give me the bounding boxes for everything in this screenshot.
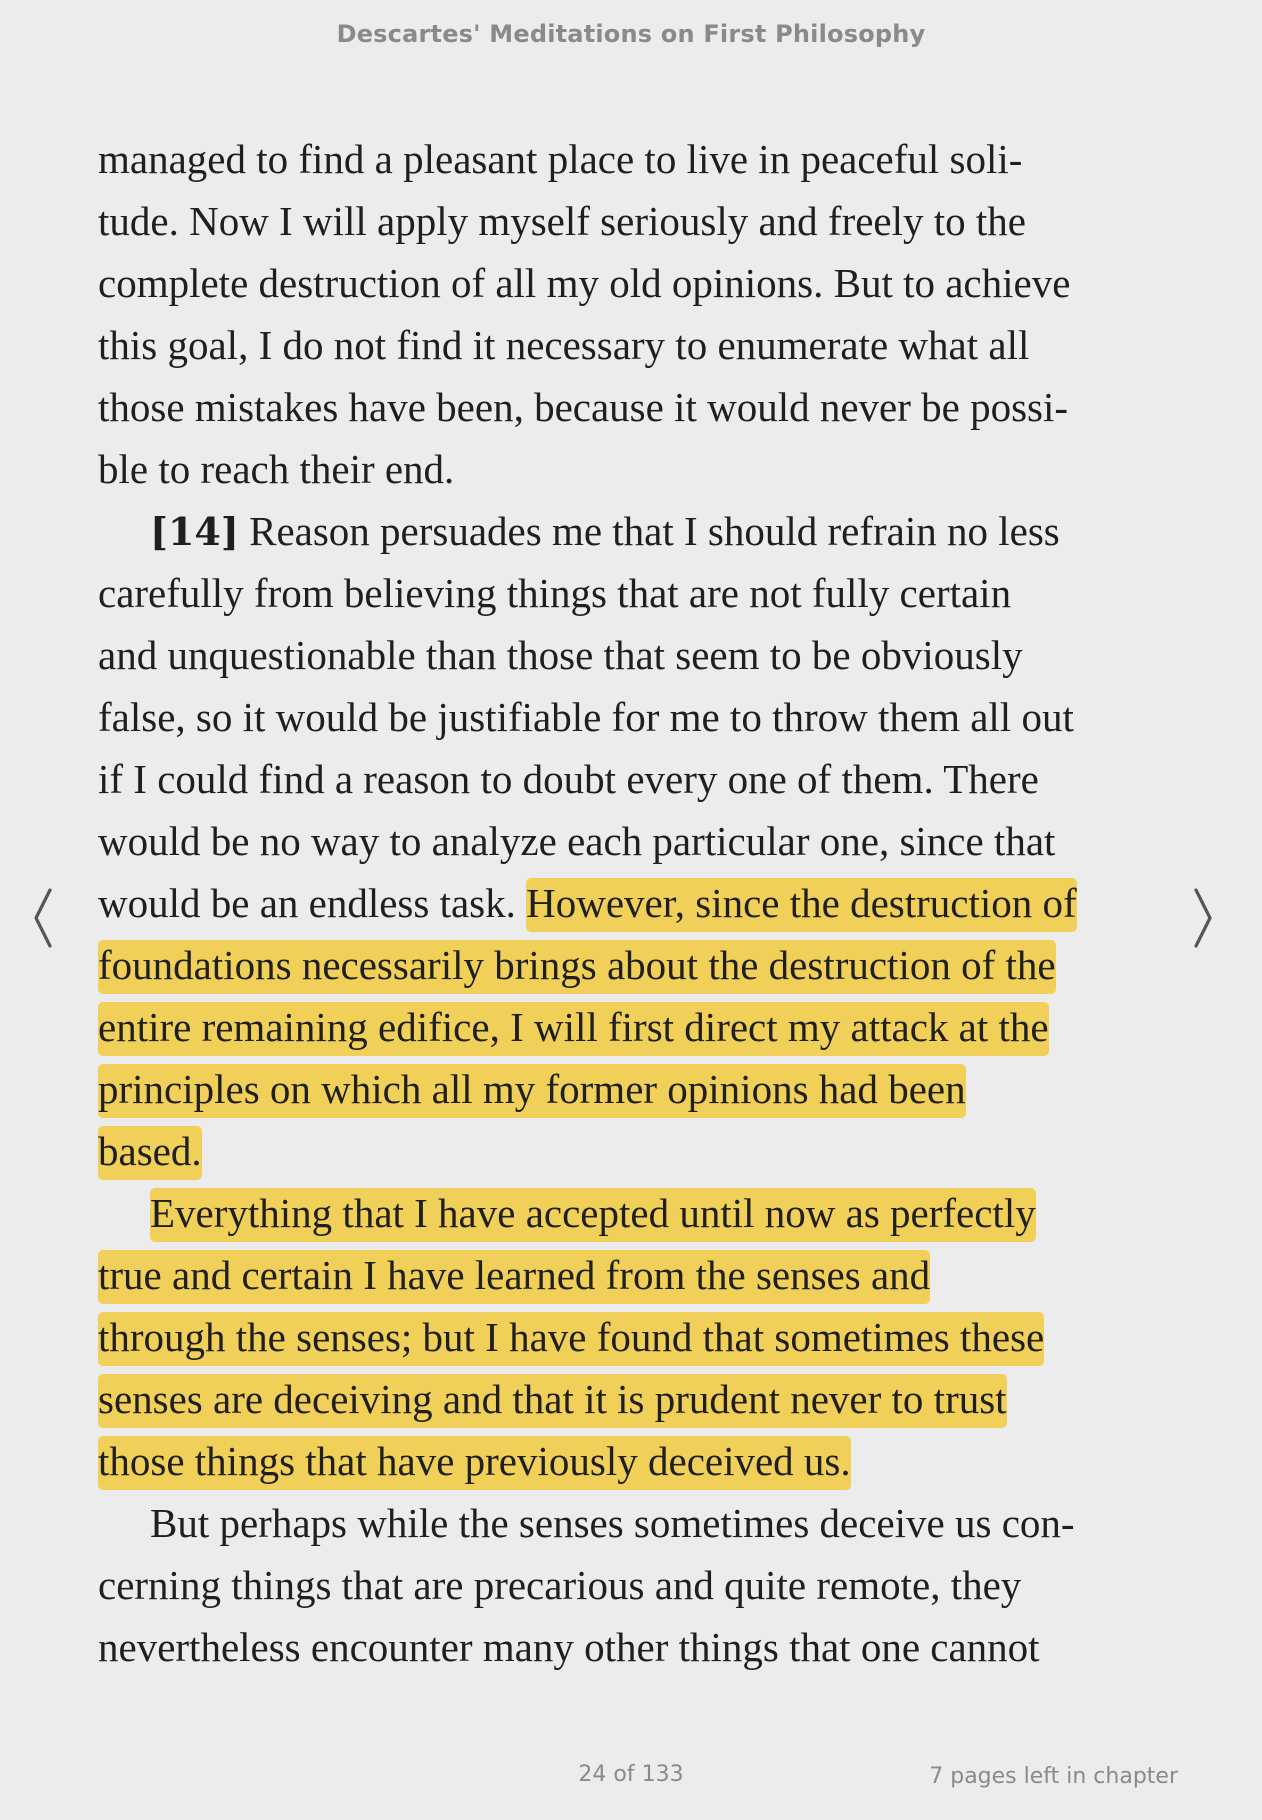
book-title: Descartes' Meditations on First Philosophy	[336, 20, 926, 48]
paragraph-number: [14]	[150, 509, 239, 554]
page-text	[98, 128, 1178, 1678]
text-line	[98, 500, 1178, 562]
text-line: false, so it would be justifiable for me to throw them all out	[98, 694, 1074, 740]
highlighted-text[interactable]: entire remaining edifice, I will first direct my attack at the	[98, 1002, 1049, 1056]
text-line: tude. Now I will apply myself seriously and freely to the	[98, 198, 1026, 244]
text-line: carefully from believing things that are not fully certain	[98, 570, 1012, 616]
text-line: ble to reach their end.	[98, 446, 455, 492]
text-line: those mistakes have been, because it would never be possi-	[98, 384, 1069, 430]
text-line	[98, 1120, 1178, 1182]
text-line	[98, 934, 1178, 996]
highlighted-text[interactable]: through the senses; but I have found that sometimes these	[98, 1312, 1044, 1366]
text-line	[98, 1058, 1178, 1120]
text-line	[98, 1244, 1178, 1306]
highlighted-text[interactable]: However, since the destruction of	[526, 878, 1077, 932]
text-line: and unquestionable than those that seem to be obviously	[98, 632, 1023, 678]
text-line	[98, 996, 1178, 1058]
highlighted-text[interactable]: true and certain I have learned from the senses and	[98, 1250, 930, 1304]
highlighted-text[interactable]: senses are deceiving and that it is prudent never to trust	[98, 1374, 1007, 1428]
highlighted-text[interactable]: those things that have previously deceived us.	[98, 1436, 851, 1490]
pages-left-in-chapter: 7 pages left in chapter	[929, 1764, 1178, 1789]
highlighted-text[interactable]: principles on which all my former opinions had been	[98, 1064, 966, 1118]
text-line	[98, 872, 1178, 934]
next-page-button[interactable]	[1178, 878, 1228, 958]
chevron-right-icon	[1188, 886, 1218, 950]
text-line	[98, 1182, 1178, 1244]
text-segment: would be an endless task.	[98, 880, 527, 926]
text-line	[98, 1368, 1178, 1430]
text-line: cerning things that are precarious and quite remote, they	[98, 1562, 1022, 1608]
text-line: nevertheless encounter many other things that one cannot	[98, 1624, 1040, 1670]
text-line: But perhaps while the senses sometimes deceive us con-	[150, 1500, 1075, 1546]
text-line	[98, 1430, 1178, 1492]
text-line: complete destruction of all my old opinions. But to achieve	[98, 260, 1071, 306]
text-line: if I could find a reason to doubt every one of them. There	[98, 756, 1039, 802]
page-number: 24 of 133	[578, 1762, 684, 1787]
previous-page-button[interactable]	[18, 878, 68, 958]
chevron-left-icon	[28, 886, 58, 950]
text-line: managed to find a pleasant place to live in peaceful soli-	[98, 136, 1023, 182]
text-line: this goal, I do not find it necessary to enumerate what all	[98, 322, 1030, 368]
highlighted-text[interactable]: Everything that I have accepted until now as perfectly	[150, 1188, 1036, 1242]
text-line	[98, 1306, 1178, 1368]
highlighted-text[interactable]: based.	[98, 1126, 202, 1180]
text-line: would be no way to analyze each particular one, since that	[98, 818, 1056, 864]
text-segment: Reason persuades me that I should refrain no less	[238, 508, 1060, 554]
highlighted-text[interactable]: foundations necessarily brings about the destruction of the	[98, 940, 1056, 994]
